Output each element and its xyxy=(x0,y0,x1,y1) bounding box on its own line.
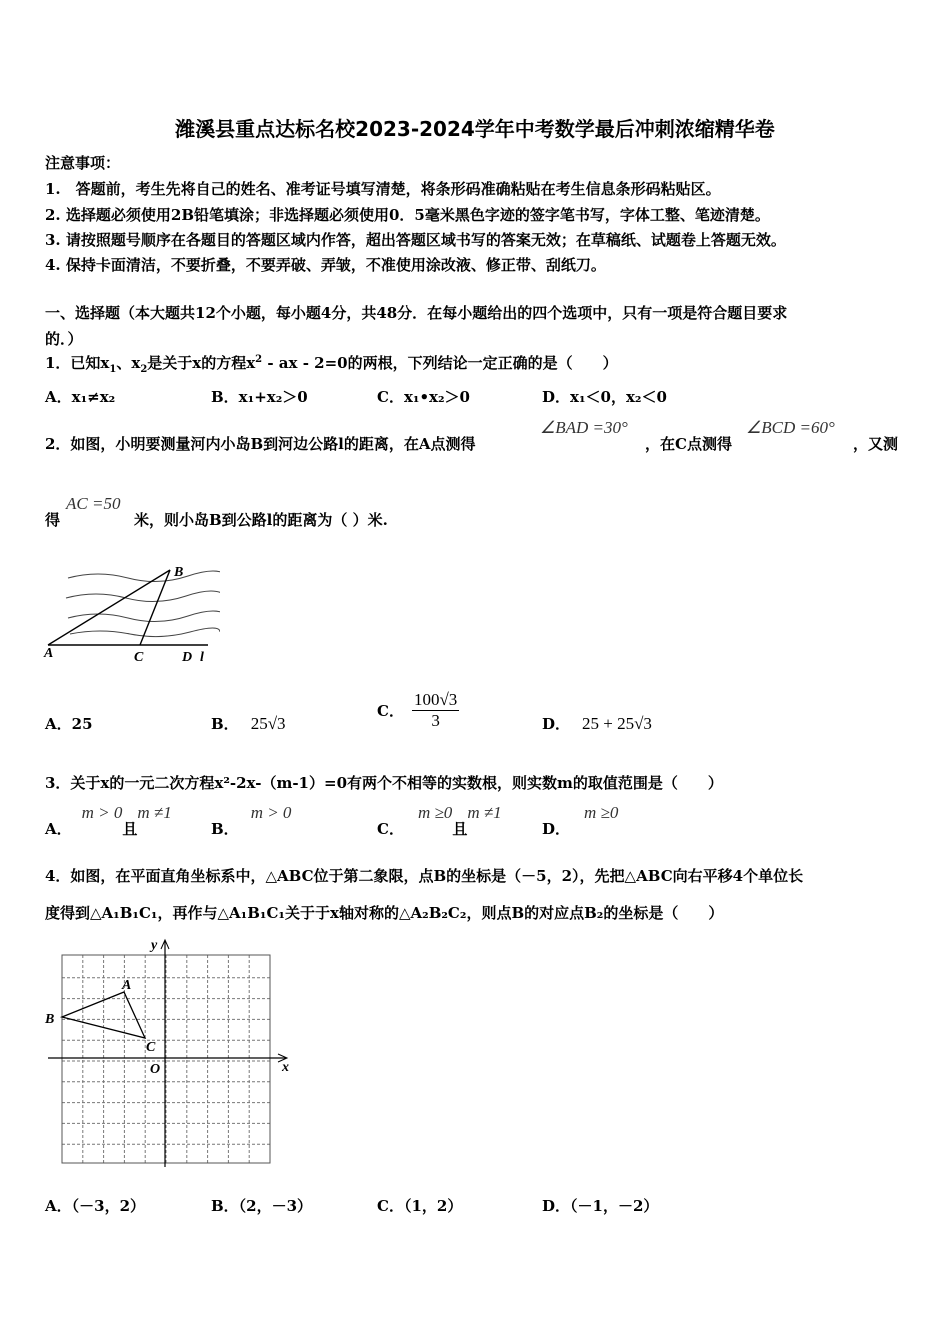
q3-option-b[interactable]: B．m > 0 xyxy=(211,803,292,838)
coordinate-grid-figure xyxy=(40,935,300,1170)
q3-option-a[interactable]: A．m > 0且m ≠1 xyxy=(45,803,172,838)
page-title: 潍溪县重点达标名校2023-2024学年中考数学最后冲刺浓缩精华卷 xyxy=(175,117,775,141)
label-a: A xyxy=(44,646,54,661)
notice-heading: 注意事项： xyxy=(45,154,121,172)
notice-item: 2. 选择题必须使用2B铅笔填涂；非选择题必须使用0．5毫米黑色字迹的签字笔书写，字体工整、笔迹清楚。 xyxy=(45,206,770,224)
q4-option-b[interactable]: B．（2，－3） xyxy=(211,1197,313,1215)
q2-option-a[interactable]: A．25 xyxy=(45,715,93,733)
question-1: 1．已知$x_1$、$x_2$是关于x的方程$x^2$ - ax - 2=0的两根，下列结论一定正确的是（ ） xyxy=(45,354,618,375)
point-c-label: C xyxy=(146,1040,156,1055)
q1-option-d[interactable]: D．x₁＜0，x₂＜0 xyxy=(542,388,667,406)
q3-option-c[interactable]: C．m ≥0且m ≠1 xyxy=(377,803,502,838)
q2-option-d[interactable]: D． 25 + 25√3 xyxy=(542,714,652,733)
question-2-text: ，在C点测得 xyxy=(645,435,732,453)
question-4: 4．如图，在平面直角坐标系中，△ABC位于第二象限，点B的坐标是（－5，2），先把△ABC向右平移4个单位长 xyxy=(45,867,804,885)
question-4-cont: 度得到△A₁B₁C₁，再作与△A₁B₁C₁关于于x轴对称的△A₂B₂C₂，则点B的对应点B₂的坐标是（ ） xyxy=(45,904,724,922)
label-b: B xyxy=(174,565,184,580)
question-3: 3．关于x的一元二次方程x²-2x-（m-1）=0有两个不相等的实数根，则实数m的取值范围是（ ） xyxy=(45,774,723,792)
point-b-label: B xyxy=(45,1012,55,1027)
notice-item: 1. 答题前，考生先将自己的姓名、准考证号填写清楚，将条形码准确粘贴在考生信息条形码粘贴区。 xyxy=(45,180,721,198)
ac-length: AC =50 xyxy=(66,494,121,513)
q1-option-c[interactable]: C．x₁•x₂＞0 xyxy=(377,388,470,406)
question-2-text: 得 xyxy=(45,511,61,529)
question-2-text: ，又测 xyxy=(853,435,899,453)
notice-item: 3. 请按照题号顺序在各题目的答题区域内作答，超出答题区域书写的答案无效；在草稿纸、试题卷上答题无效。 xyxy=(45,231,786,249)
angle-bcd: ∠BCD =60° xyxy=(746,418,835,437)
q1-option-b[interactable]: B．x₁+x₂＞0 xyxy=(211,388,308,406)
question-2-text: 2．如图，小明要测量河内小岛B到河边公路l的距离，在A点测得 xyxy=(45,435,476,453)
label-d: D xyxy=(182,650,193,665)
y-axis-label: y xyxy=(151,938,158,953)
q2-option-b[interactable]: B． 25√3 xyxy=(211,714,286,733)
section-heading: 一、选择题（本大题共12个小题，每小题4分，共48分．在每小题给出的四个选项中，只有一项是符合题目要求 xyxy=(45,304,788,322)
q1-option-a[interactable]: A．x₁≠x₂ xyxy=(45,388,116,406)
point-a-label: A xyxy=(122,978,132,993)
q2-option-c[interactable]: C． $\frac{100√3}{3}$ xyxy=(377,690,458,730)
label-l: l xyxy=(200,650,204,665)
origin-label: O xyxy=(150,1062,161,1077)
question-2-text: 米，则小岛B到公路l的距离为（ ）米. xyxy=(134,511,388,529)
q4-option-c[interactable]: C．（1，2） xyxy=(377,1197,463,1215)
q3-option-d[interactable]: D．m ≥0 xyxy=(542,803,619,838)
q4-option-a[interactable]: A．（－3，2） xyxy=(45,1197,146,1215)
section-heading-cont: 的．） xyxy=(45,330,83,348)
angle-bad: ∠BAD =30° xyxy=(540,418,628,437)
notice-item: 4. 保持卡面清洁，不要折叠，不要弄破、弄皱，不准使用涂改液、修正带、刮纸刀。 xyxy=(45,256,606,274)
label-c: C xyxy=(134,650,144,665)
river-figure xyxy=(40,560,220,665)
x-axis-label: x xyxy=(282,1060,289,1075)
q4-option-d[interactable]: D．（－1，－2） xyxy=(542,1197,659,1215)
